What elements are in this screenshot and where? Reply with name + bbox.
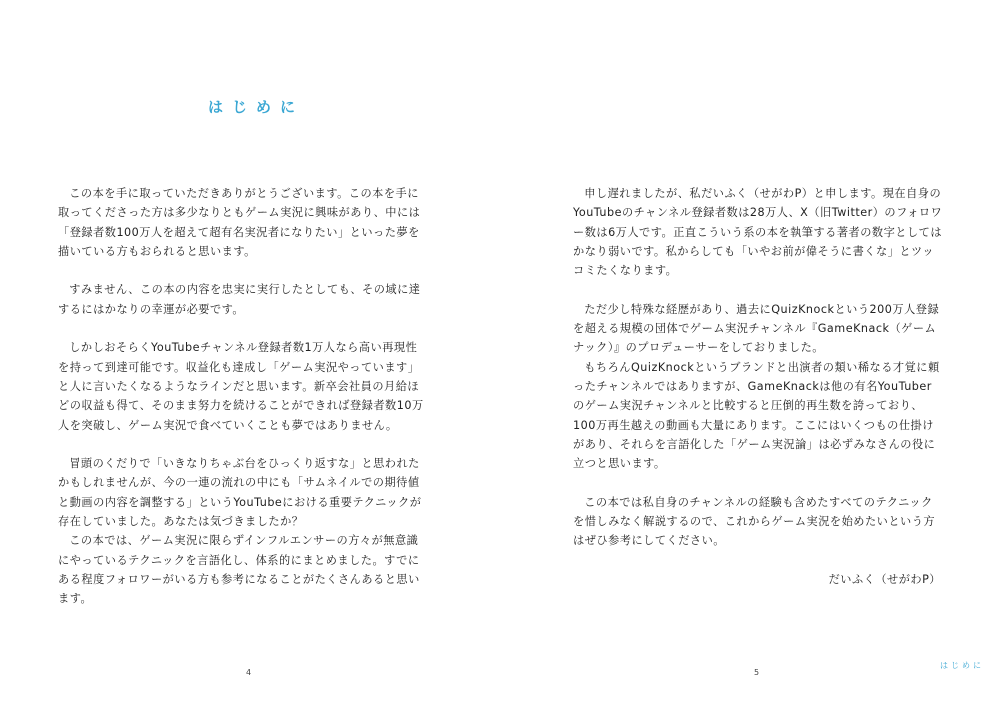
paragraph: ただ少し特殊な経歴があり、過去にQuizKnockという200万人登録を超える規模の団体でゲーム実況チャンネル『GameKnack（ゲームナック）』のプロデューサーをしておりました。 [573, 302, 940, 355]
right-body-text [573, 184, 943, 589]
paragraph: この本では、ゲーム実況に限らずインフルエンサーの方々が無意識にやっているテクニックを言語化し、体系的にまとめました。すでにある程度フォロワーがいる方も参考になることがたくさんあると思います。 [58, 534, 420, 606]
page-number-left: 4 [246, 668, 252, 677]
paragraph: 冒頭のくだりで「いきなりちゃぶ台をひっくり返すな」と思われたかもしれませんが、今の一連の流れの中にも「サムネイルでの期待値と動画の内容を調整する」というYouTubeにおける重要テクニックが存在していました。あなたは気づきましたか？ [58, 457, 422, 529]
paragraph: すみません、この本の内容を忠実に実行したとしても、その域に達するにはかなりの幸運が必要です。 [58, 283, 421, 316]
paragraph: 申し遅れましたが、私だいふく（せがわP）と申します。現在自身のYouTubeのチャンネル登録者数は28万人、X（旧Twitter）のフォロワー数は6万人です。正直こういう系の本を執筆する著者の数字としてはかなり弱いです。私からしても「いやお前が偉そうに書くな」とツッコミたくなります。 [573, 187, 943, 278]
paragraph: この本では私自身のチャンネルの経験も含めたすべてのテクニックを惜しみなく解説するので、これからゲーム実況を始めたいという方はぜひ参考にしてください。 [573, 495, 936, 548]
paragraph: この本を手に取っていただきありがとうございます。この本を手に取ってくださった方は多少なりともゲーム実況に興味があり、中には「登録者数100万人を超えて超有名実況者になりたい」といった夢を描いている方もおられると思います。 [58, 187, 421, 258]
paragraph: しかしおそらくYouTubeチャンネル登録者数1万人なら高い再現性を持って到達可能です。収益化も達成し「ゲーム実況やっています」と人に言いたくなるようなラインだと思います。新卒会社員の月給ほどの収益も得て、そのまま努力を続けることができれば登録者数10万人を突破し、ゲーム実況で食べていくことも夢ではありません。 [58, 341, 424, 432]
page-number-right: 5 [754, 668, 760, 677]
running-header: はじめに [940, 661, 984, 670]
right-page [500, 0, 1000, 709]
author-signature: だいふく（せがわP） [828, 572, 941, 586]
paragraph: もちろんQuizKnockというブランドと出演者の類い稀なる才覚に頼ったチャンネルではありますが、GameKnackは他の有名YouTuberのゲーム実況チャンネルと比較すると圧倒的再生数を誇っており、100万再生越えの動画も大量にあります。ここにはいくつもの仕掛けがあり、それらを言語化した「ゲーム実況論」は必ずみなさんの役に立つと思います。 [573, 360, 940, 471]
chapter-title: はじめに [208, 98, 305, 116]
left-body-text [58, 184, 428, 609]
